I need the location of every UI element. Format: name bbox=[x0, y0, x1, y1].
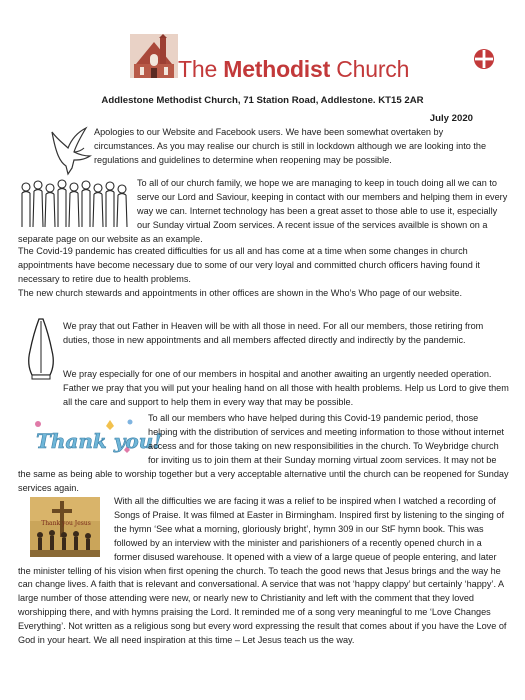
paragraph-apology: Apologies to our Website and Facebook users. We have been somewhat overtaken by circumstances. As you may realise our church is still in lockdown although we are looking into the regulations and guidelines to determine when reopening may be possible. bbox=[94, 127, 487, 165]
paragraph-prayer-health: We pray especially for one of our members in hospital and another awaiting an urgently needed operation. Father we pray that you will put your healing hand on all those with health problems. Help us Lord to give them all the care and support to help them in every way that may be possible. bbox=[63, 369, 509, 407]
paragraph-prayer-all: We pray that out Father in Heaven will be with all those in need. For all our members, those retiring from duties, those in new appointments and all members affected directly and indirectly by the pandemic. bbox=[63, 321, 484, 345]
thank-you-text: Thank you! bbox=[36, 429, 163, 453]
paragraph-church-family-top: To all of our church family, we hope we are managing to keep in touch doing all we can to serve our Lord and Saviour, keeping in contact with our members and helping them in every way we can. Internet technology has been a great asset to those able to use it, especially our Sunday virtual Zoom services. A recent issue of the services availble is shown on a separate page on our website as an example. bbox=[18, 178, 508, 244]
page-title: The Methodist Church bbox=[178, 56, 410, 82]
letterhead bbox=[0, 0, 525, 92]
paragraph-songs-of-praise-top: With all the difficulties we are facing it was a relief to be inspired when I watched a recording of Songs of Praise. It was filmed at Easter in Birmingham. Inspired first by listening to the singing of the hymn ‘See what a morning, gloriously bright’, hymn 309 in our StF hymn book. This was followed by an interview with the minister and parishioners of a recently opened church in a former disused warehouse. It opened with a view of a large queue of people entering, and later the minister telling of his vision when first opening the church. To teach the good news that Jesus brings and the way he can change lives. A faith that is relevant and conversational. A service that was not ‘happy clappy’ but certainly ‘happy’. A large number of those attending were new, or nearly new to Christianity and left with the comment that they loved worshipping there, and with hymns praising the Lord. It reminded me of a song very meaningful to me ‘Love Changes Everything’. Not written as a religious song but every word expressing the result that comes about if you have the Love of God in your heart. We all need inspiration at this time – Let Jesus teach us the way. bbox=[18, 496, 507, 646]
paragraph-thanks-top: To all our members who have helped during this Covid-19 pandemic period, those helping with the distribution of services and meeting information to those without internet access and for those taking on new responsibilities in the church. To Weybridge church for inviting us to join them at their Sunday morning virtual zoom services. It may not be the same as being able to worship together but a very acceptable alternative until the church can be reopened for Sunday services again. bbox=[18, 413, 509, 493]
letter-date: July 2020 bbox=[429, 113, 473, 124]
image-wrap-spacer bbox=[18, 412, 148, 468]
methodist-cross-logo bbox=[472, 47, 496, 71]
image-wrap-spacer bbox=[18, 495, 114, 565]
church-building-logo bbox=[130, 34, 178, 78]
banner-text: Thank you Jesus bbox=[41, 520, 91, 527]
praying-hands-icon bbox=[24, 317, 58, 379]
church-address: Addlestone Methodist Church, 71 Station Road, Addlestone. KT15 2AR bbox=[101, 95, 424, 106]
image-wrap-spacer bbox=[18, 177, 137, 233]
paragraph-covid-changes: The Covid-19 pandemic has created difficulties for us all and has come at a time when some changes in church appointments have become necessary due to some of our very loyal and committed church officers having found it necessary to retire due to health problems. The new church stewards and appointments in other offices are shown in the Who’s Who page of our website. bbox=[18, 246, 480, 298]
dove-icon bbox=[48, 126, 94, 176]
